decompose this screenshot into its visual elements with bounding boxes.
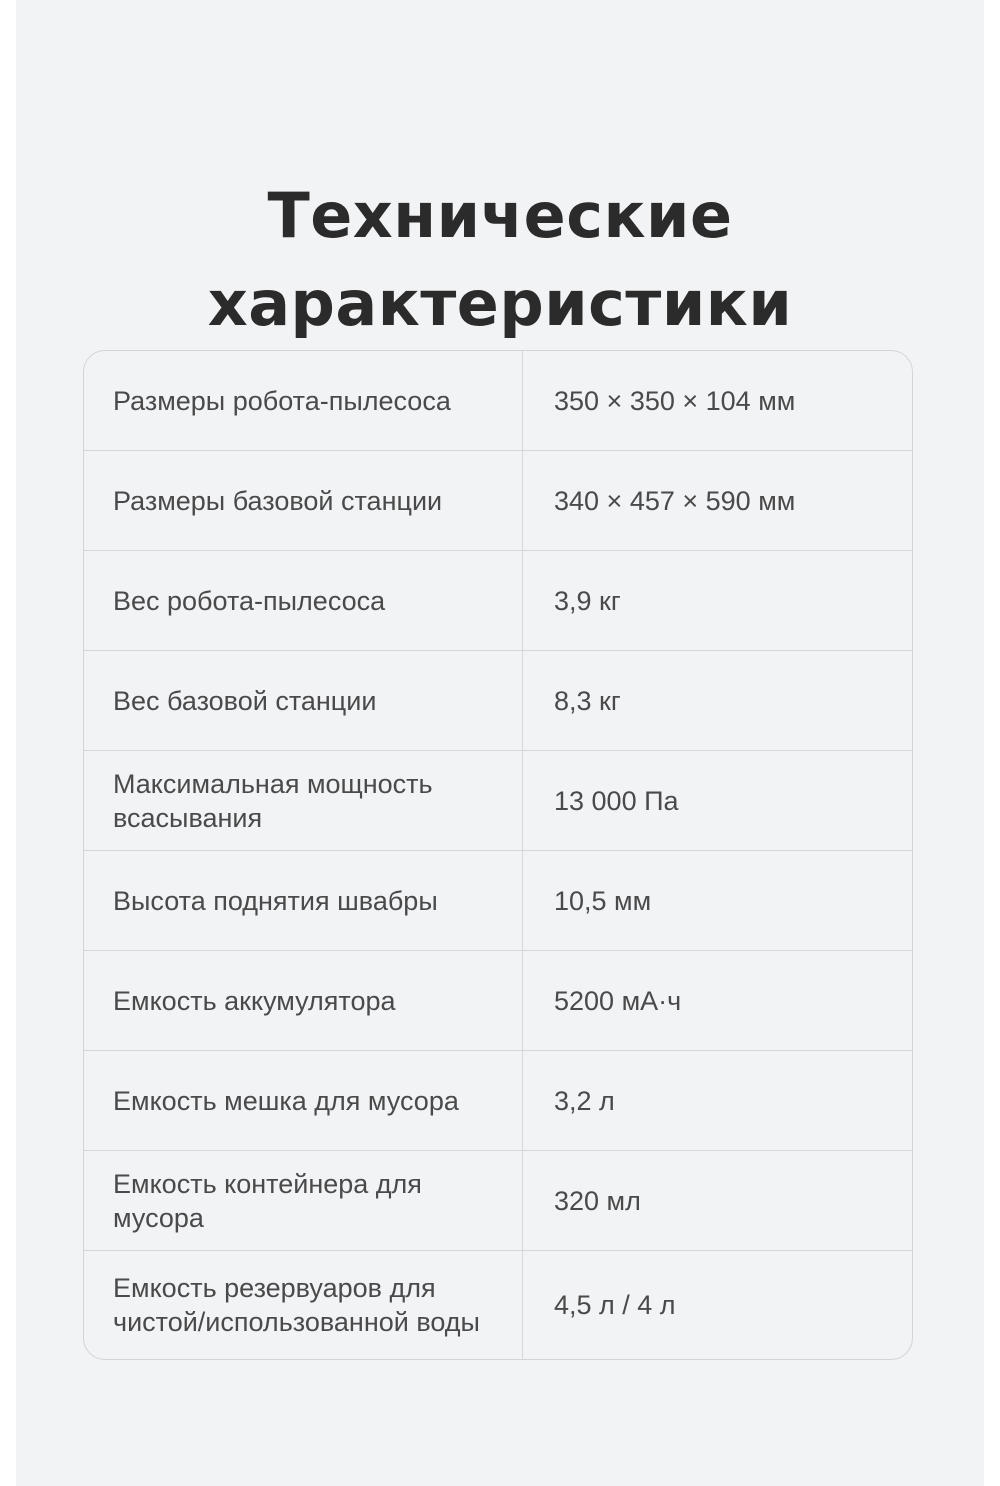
spec-label: Емкость резервуаров для чистой/использованной воды	[84, 1251, 523, 1359]
spec-row	[84, 1051, 912, 1151]
spec-label: Емкость мешка для мусора	[84, 1051, 523, 1150]
spec-row	[84, 351, 912, 451]
spec-value: 5200 мА·ч	[554, 985, 682, 1016]
spec-label: Вес базовой станции	[84, 651, 523, 750]
spec-row	[84, 651, 912, 751]
spec-value: 10,5 мм	[554, 885, 652, 916]
spec-row	[84, 751, 912, 851]
spec-label: Емкость контейнера для мусора	[84, 1151, 523, 1250]
page-title	[16, 172, 984, 348]
spec-value: 320 мл	[554, 1185, 641, 1216]
spec-row	[84, 451, 912, 551]
page-title-line-1: Технические	[267, 178, 733, 252]
spec-table	[83, 350, 913, 1360]
spec-label: Емкость аккумулятора	[84, 951, 523, 1050]
spec-row	[84, 951, 912, 1051]
spec-row	[84, 1151, 912, 1251]
spec-row	[84, 1251, 912, 1359]
spec-row	[84, 551, 912, 651]
spec-label: Вес робота-пылесоса	[84, 551, 523, 650]
spec-value: 3,2 л	[554, 1085, 615, 1116]
page-title-line-2: характеристики	[207, 266, 793, 340]
spec-label: Размеры базовой станции	[84, 451, 523, 550]
spec-label: Максимальная мощность всасывания	[84, 751, 523, 850]
spec-value: 4,5 л / 4 л	[554, 1290, 676, 1320]
spec-row	[84, 851, 912, 951]
spec-value: 350 × 350 × 104 мм	[554, 385, 796, 416]
spec-label: Высота поднятия швабры	[84, 851, 523, 950]
spec-panel	[16, 0, 984, 1486]
spec-value: 8,3 кг	[554, 685, 621, 716]
spec-label: Размеры робота-пылесоса	[84, 351, 523, 450]
spec-value: 3,9 кг	[554, 585, 621, 616]
spec-value: 13 000 Па	[554, 785, 679, 816]
spec-value: 340 × 457 × 590 мм	[554, 485, 796, 516]
